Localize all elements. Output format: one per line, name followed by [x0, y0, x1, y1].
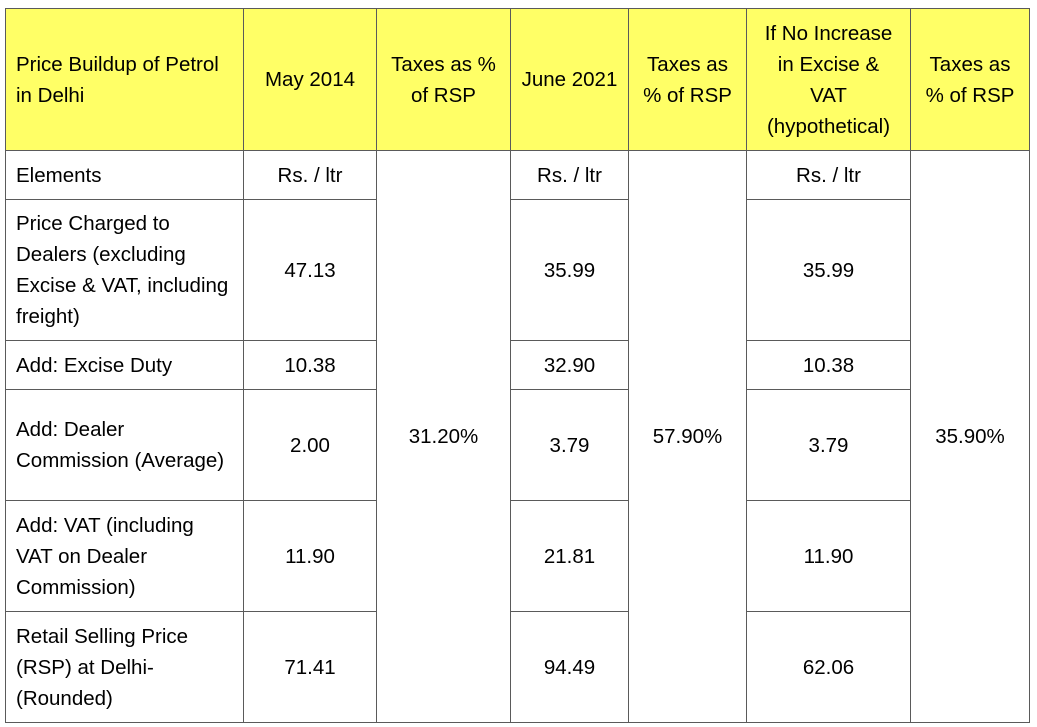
header-taxes-hypothetical: Taxes as % of RSP: [911, 9, 1030, 151]
table-row: [6, 501, 1030, 612]
row-label: Retail Selling Price (RSP) at Delhi-(Rounded): [6, 612, 244, 723]
may-2014-value: 10.38: [244, 341, 377, 390]
row-label: Add: VAT (including VAT on Dealer Commission): [6, 501, 244, 612]
june-2021-value: 21.81: [511, 501, 629, 612]
june-2021-value: 3.79: [511, 390, 629, 501]
hypothetical-value: 35.99: [747, 200, 911, 341]
price-buildup-table: [5, 8, 1030, 723]
may-2014-value: 71.41: [244, 612, 377, 723]
table-row: [6, 341, 1030, 390]
table-row: [6, 151, 1030, 200]
header-june-2021: June 2021: [511, 9, 629, 151]
may-2014-value: 47.13: [244, 200, 377, 341]
june-2021-value: 35.99: [511, 200, 629, 341]
table-row: [6, 390, 1030, 501]
table-row: [6, 200, 1030, 341]
hypothetical-value: Rs. / ltr: [747, 151, 911, 200]
hypothetical-value: 3.79: [747, 390, 911, 501]
taxes-pct-may-2014: 31.20%: [377, 151, 511, 723]
taxes-pct-hypothetical: 35.90%: [911, 151, 1030, 723]
hypothetical-value: 10.38: [747, 341, 911, 390]
row-label: Add: Dealer Commission (Average): [6, 390, 244, 501]
june-2021-value: 94.49: [511, 612, 629, 723]
header-taxes-june-2021: Taxes as % of RSP: [629, 9, 747, 151]
header-may-2014: May 2014: [244, 9, 377, 151]
header-price-buildup: Price Buildup of Petrol in Delhi: [6, 9, 244, 151]
header-hypothetical: If No Increase in Excise & VAT (hypothetical): [747, 9, 911, 151]
row-label: Elements: [6, 151, 244, 200]
hypothetical-value: 62.06: [747, 612, 911, 723]
row-label: Price Charged to Dealers (excluding Excise & VAT, including freight): [6, 200, 244, 341]
header-taxes-may-2014: Taxes as % of RSP: [377, 9, 511, 151]
row-label: Add: Excise Duty: [6, 341, 244, 390]
may-2014-value: 2.00: [244, 390, 377, 501]
hypothetical-value: 11.90: [747, 501, 911, 612]
table-row: [6, 612, 1030, 723]
may-2014-value: 11.90: [244, 501, 377, 612]
june-2021-value: 32.90: [511, 341, 629, 390]
june-2021-value: Rs. / ltr: [511, 151, 629, 200]
may-2014-value: Rs. / ltr: [244, 151, 377, 200]
taxes-pct-june-2021: 57.90%: [629, 151, 747, 723]
header-row: [6, 9, 1030, 151]
